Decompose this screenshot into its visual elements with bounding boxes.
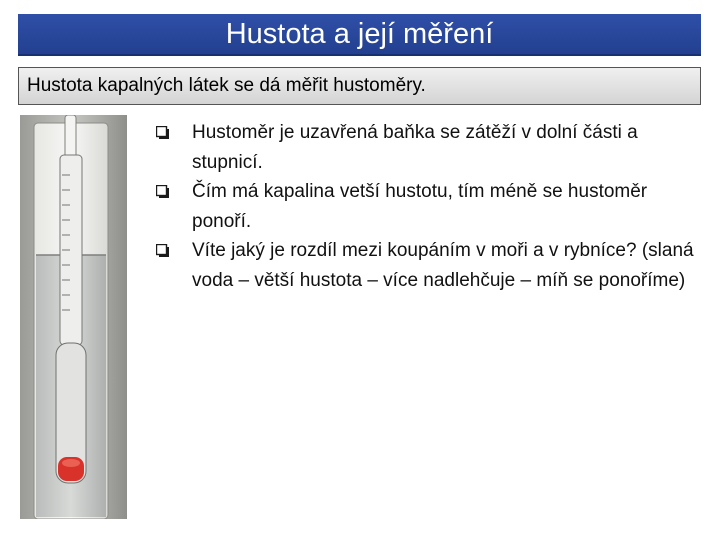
bullet-text: Hustoměr je uzavřená baňka se zátěží v dolní části a stupnicí.: [192, 122, 638, 173]
list-item: [152, 118, 707, 177]
slide-title: Hustota a její měření: [18, 14, 701, 56]
list-item: [152, 177, 707, 236]
checkbox-square-icon: [156, 126, 169, 139]
hydrometer-photo: [20, 115, 127, 519]
bullet-text: Čím má kapalina vetší hustotu, tím méně se hustoměr ponoří.: [192, 181, 648, 232]
checkbox-square-icon: [156, 244, 169, 257]
slide-subtitle: Hustota kapalných látek se dá měřit hustoměry.: [18, 67, 701, 105]
bullet-list: [152, 118, 707, 295]
bullet-text: Víte jaký je rozdíl mezi koupáním v moři a v rybníce? (slaná voda – větší hustota – více nadlehčuje – míň se ponoříme): [192, 240, 694, 291]
list-item: [152, 236, 707, 295]
checkbox-square-icon: [156, 185, 169, 198]
